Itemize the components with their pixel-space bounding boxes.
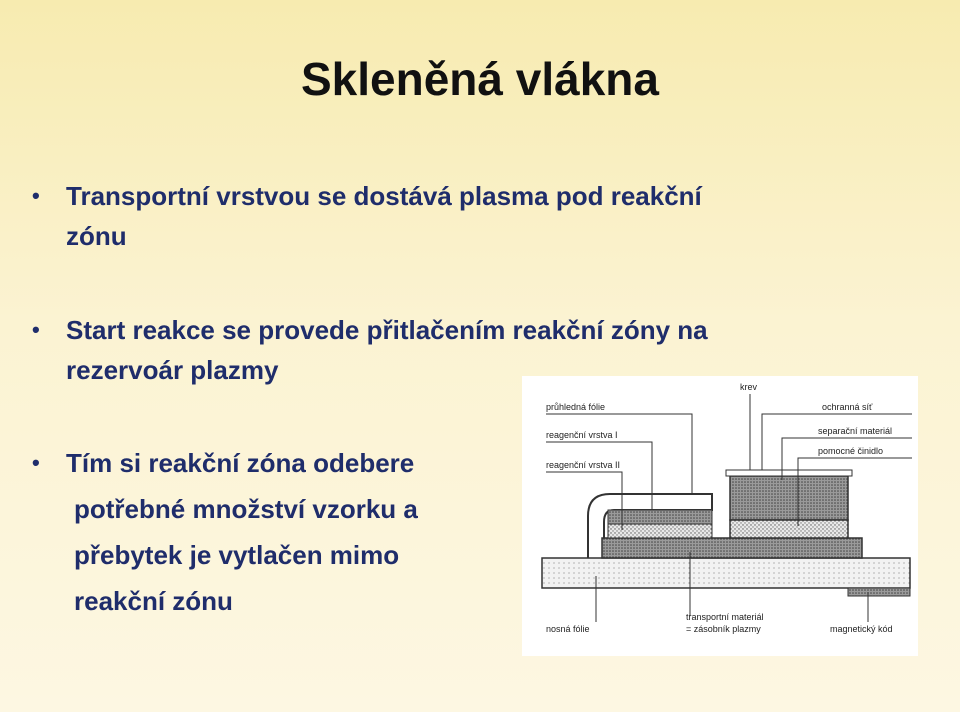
test-strip-diagram bbox=[522, 376, 918, 656]
transport-material bbox=[602, 538, 862, 558]
test-strip-diagram-svg bbox=[522, 376, 918, 656]
separation-material bbox=[730, 476, 848, 520]
bullet-2-line-1: Start reakce se provede přitlačením reakční zóny na bbox=[66, 315, 708, 345]
label-magnetic-code: magnetický kód bbox=[830, 624, 893, 634]
bullet-3-line-3: přebytek je vytlačen mimo bbox=[74, 540, 400, 570]
auxiliary-reagent bbox=[730, 520, 848, 538]
label-carrier-foil: nosná fólie bbox=[546, 624, 590, 634]
label-blood: krev bbox=[740, 382, 758, 392]
bullet-list-item-1 bbox=[30, 176, 910, 256]
label-separation-material: separační materiál bbox=[818, 426, 893, 436]
carrier-foil bbox=[542, 558, 910, 588]
page-title: Skleněná vlákna bbox=[301, 53, 659, 105]
reagent-layer-2 bbox=[608, 524, 712, 538]
label-transport-material: transportní materiál bbox=[686, 612, 764, 622]
protective-mesh bbox=[726, 470, 852, 476]
label-reagent-layer-2: reagenční vrstva II bbox=[546, 460, 621, 470]
bullet-3-line-4: reakční zónu bbox=[74, 586, 233, 616]
magnetic-code-strip bbox=[848, 588, 910, 596]
bullet-3-line-2: potřebné množství vzorku a bbox=[74, 494, 418, 524]
bullet-1-line-1: Transportní vrstvou se dostává plasma pod reakční bbox=[66, 181, 702, 211]
label-reagent-layer-1: reagenční vrstva I bbox=[546, 430, 618, 440]
reagent-layer-1 bbox=[608, 510, 712, 524]
bullet-2-line-2: rezervoár plazmy bbox=[66, 355, 279, 385]
bullet-1-line-2: zónu bbox=[66, 221, 127, 251]
bullet-list-item-3 bbox=[30, 440, 530, 624]
bullet-3-line-1: Tím si reakční zóna odebere bbox=[66, 448, 415, 478]
bullet-icon: • bbox=[32, 183, 40, 208]
label-protective-mesh: ochranná síť bbox=[822, 402, 873, 412]
label-transparent-foil: průhledná fólie bbox=[546, 402, 606, 412]
bullet-icon: • bbox=[32, 450, 40, 475]
bullet-icon: • bbox=[32, 317, 40, 342]
label-plasma-reservoir: = zásobník plazmy bbox=[686, 624, 761, 634]
label-auxiliary-reagent: pomocné činidlo bbox=[818, 446, 884, 456]
